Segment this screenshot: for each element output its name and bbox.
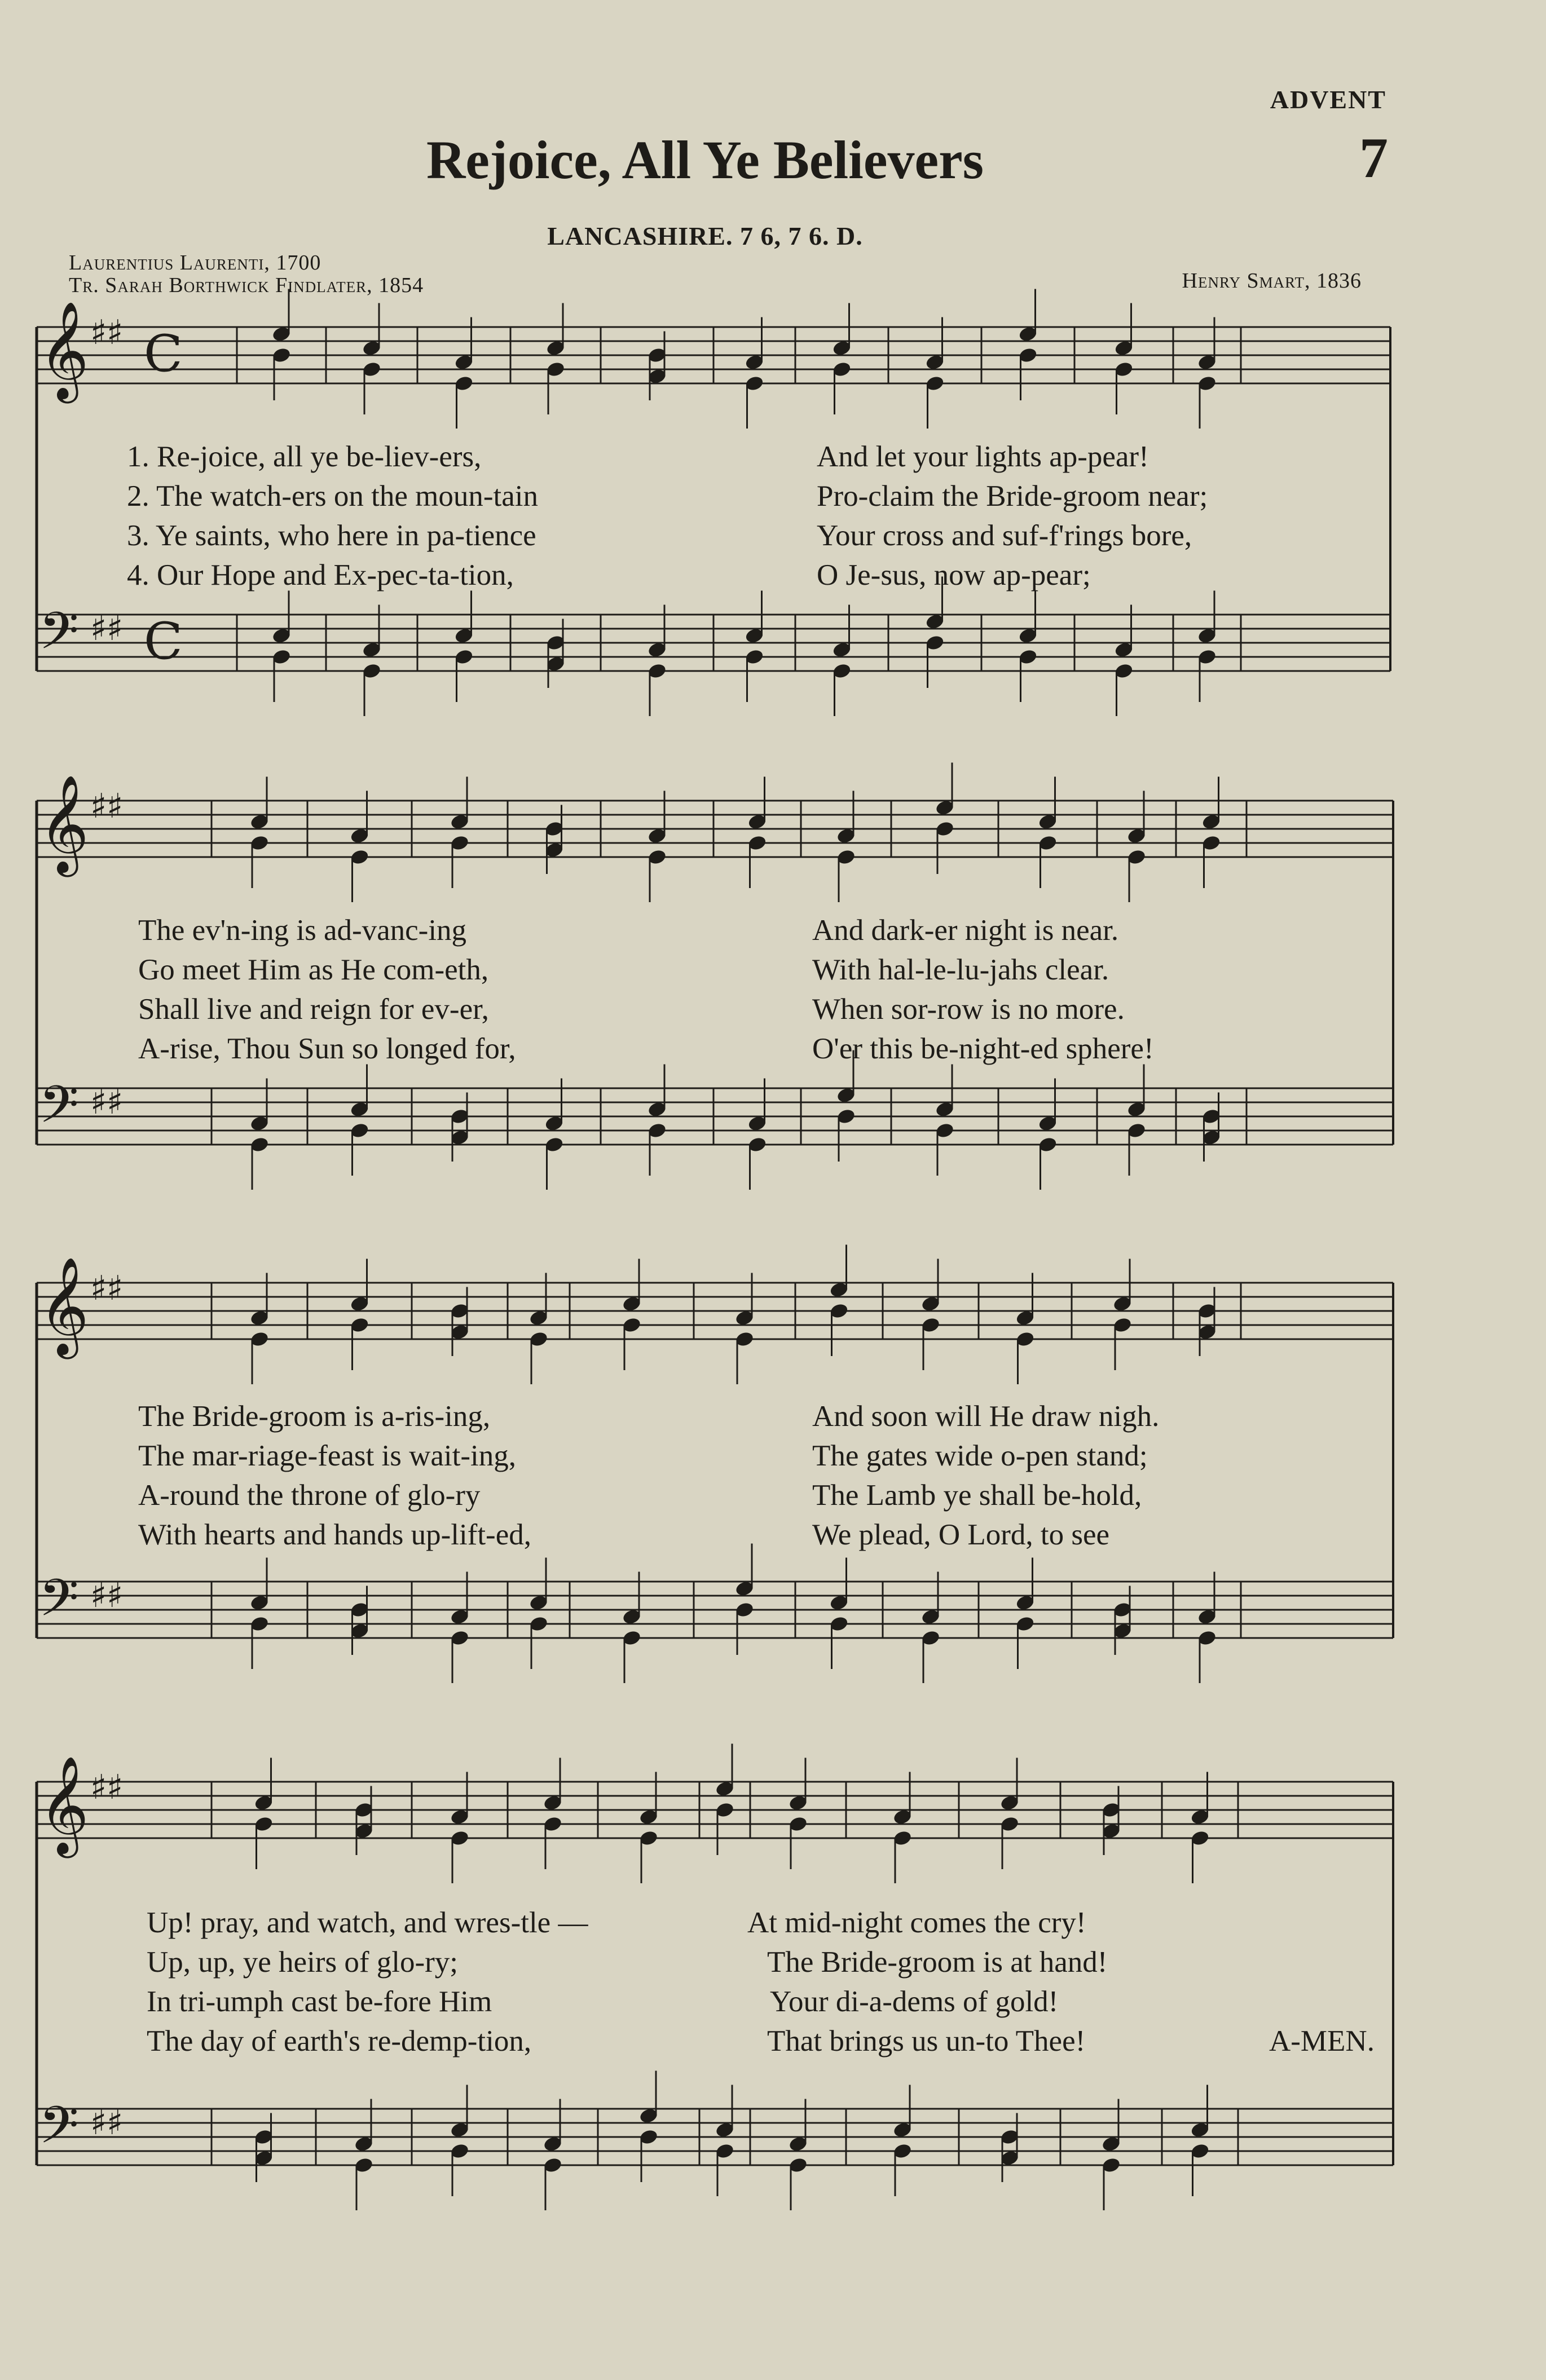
translator-credit: Tr. Sarah Borthwick Findlater, 1854 [69,273,424,297]
bass-clef-icon: 𝄢 [39,1568,79,1640]
hymn-title: Rejoice, All Ye Believers [426,130,984,190]
tune-name: LANCASHIRE. 7 6, 7 6. D. [547,222,863,250]
treble-clef-icon: 𝄞 [39,1257,89,1355]
key-signature-icon: ♯♯ [90,787,124,826]
common-time-icon: C [144,612,183,671]
composer-credit: Henry Smart, 1836 [1182,269,1362,293]
bass-clef-icon: 𝄢 [39,2095,79,2167]
key-signature-icon: ♯♯ [90,609,124,648]
key-signature-icon: ♯♯ [90,1083,124,1122]
key-signature-icon: ♯♯ [90,1768,124,1807]
treble-clef-icon: 𝄞 [39,775,89,873]
hymn-number: 7 [1359,126,1388,190]
bass-clef-icon: 𝄢 [39,601,79,673]
bass-clef-icon: 𝄢 [39,1075,79,1147]
treble-clef-icon: 𝄞 [39,1756,89,1854]
key-signature-icon: ♯♯ [90,1269,124,1308]
common-time-icon: C [144,324,183,383]
section-label: ADVENT [1270,85,1386,114]
key-signature-icon: ♯♯ [90,1576,124,1615]
author-credit: Laurentius Laurenti, 1700 [69,251,321,275]
treble-clef-icon: 𝄞 [39,301,89,399]
key-signature-icon: ♯♯ [90,2103,124,2143]
key-signature-icon: ♯♯ [90,313,124,352]
